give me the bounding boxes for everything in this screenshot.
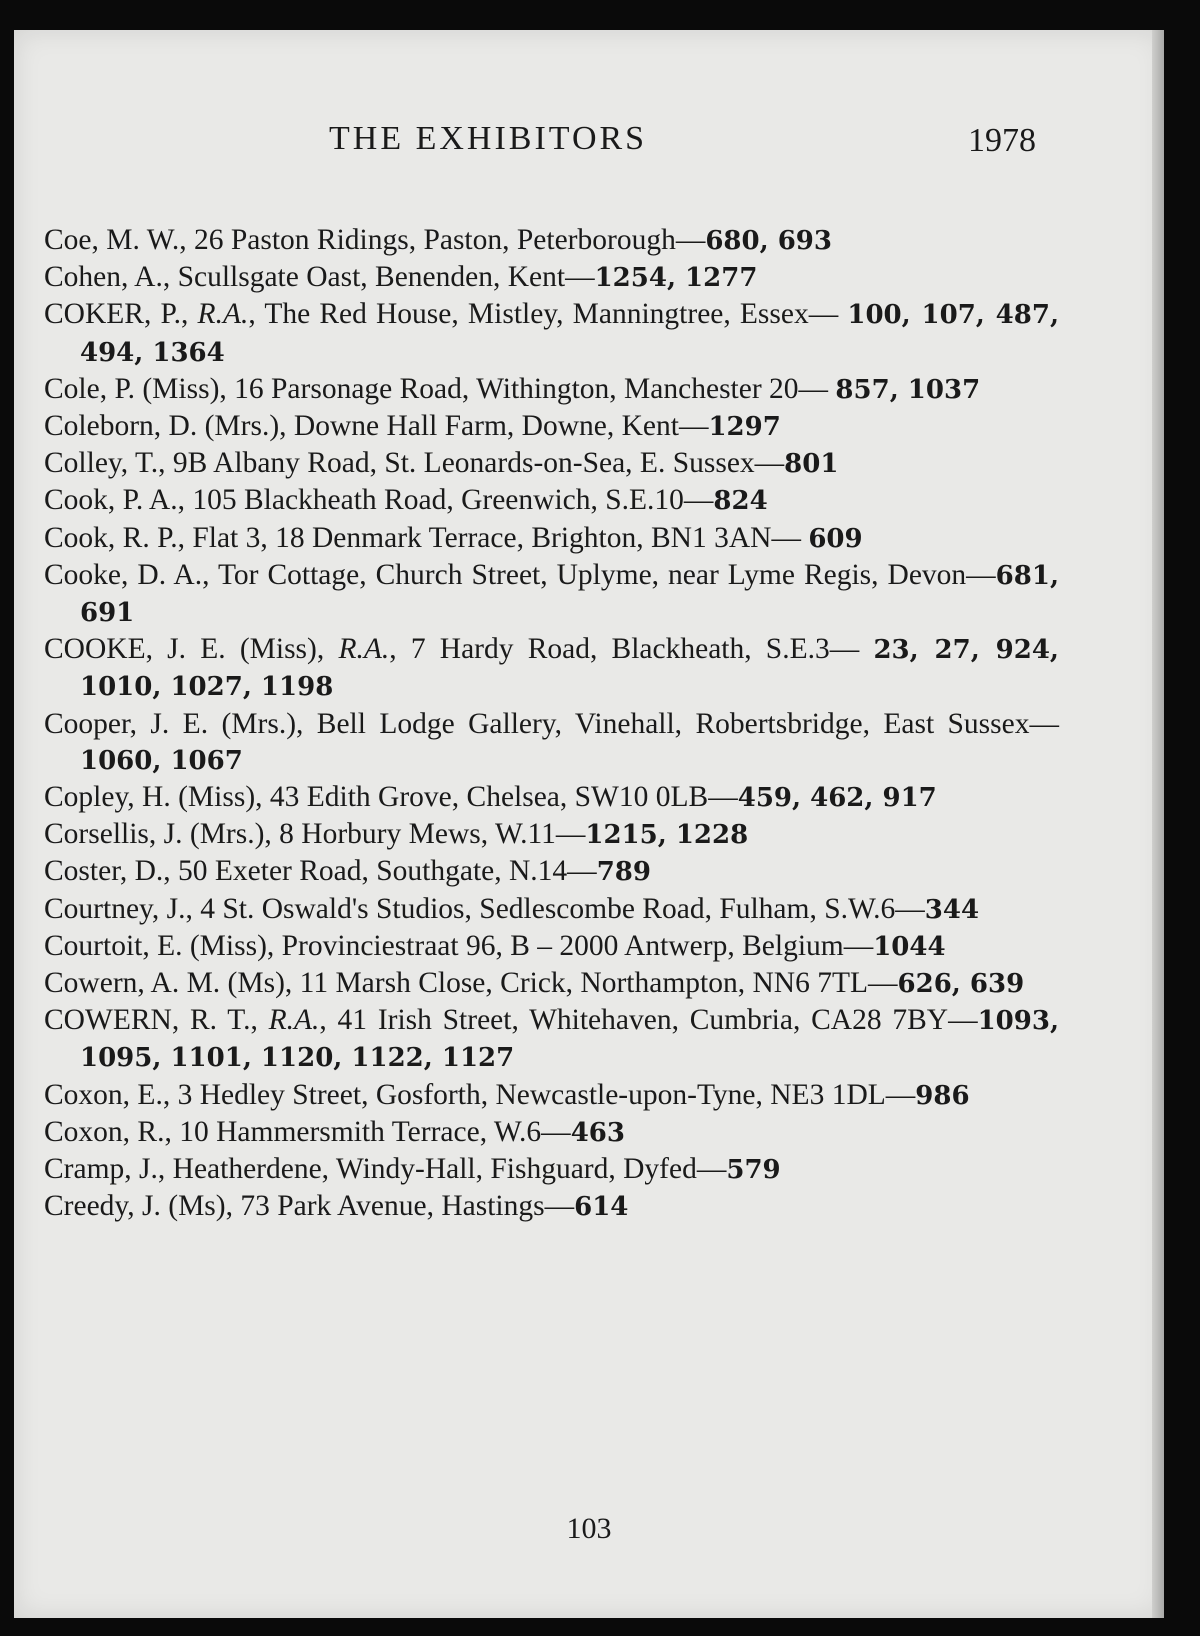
- exhibit-numbers: 100, 107, 487, 494, 1364: [80, 300, 1059, 368]
- entry-text: Cohen, A., Scullsgate Oast, Benenden, Kent—: [44, 261, 595, 294]
- exhibit-numbers: 1093, 1095, 1101, 1120, 1122, 1127: [80, 1006, 1059, 1074]
- book-page: [14, 30, 1164, 1618]
- list-item: [44, 259, 1059, 296]
- running-head-year: 1978: [968, 122, 1036, 159]
- exhibit-numbers: 986: [915, 1080, 970, 1111]
- exhibit-numbers: 344: [924, 894, 980, 925]
- ra-designation: R.A.: [197, 298, 249, 331]
- entry-text: Coxon, E., 3 Hedley Street, Gosforth, Newcastle-upon-Tyne, NE3 1DL—: [44, 1078, 916, 1111]
- entry-text: Cooke, D. A., Tor Cottage, Church Street, Uplyme, near Lyme Regis, Devon—: [44, 558, 996, 591]
- exhibit-numbers: 614: [574, 1192, 629, 1223]
- page-edge-shadow: [1152, 30, 1164, 1618]
- exhibit-numbers: 680, 693: [705, 226, 832, 256]
- exhibitor-list: [44, 222, 1059, 1225]
- exhibit-numbers: 459, 462, 917: [737, 783, 937, 814]
- list-item: [44, 1114, 1059, 1151]
- exhibit-numbers: 1060, 1067: [80, 745, 243, 776]
- entry-text: Cook, P. A., 105 Blackheath Road, Greenwich, S.E.10—: [44, 484, 714, 517]
- list-item: [44, 853, 1059, 890]
- entry-text: COKER, P.,: [44, 298, 198, 331]
- entry-text: Courtney, J., 4 St. Oswald's Studios, Sedlescombe Road, Fulham, S.W.6—: [44, 892, 925, 925]
- list-item: [44, 1151, 1059, 1188]
- list-item: [44, 965, 1059, 1002]
- entry-text: Copley, H. (Miss), 43 Edith Grove, Chelsea, SW10 0LB—: [44, 781, 738, 814]
- entry-text: Cooper, J. E. (Mrs.), Bell Lodge Gallery, Vinehall, Robertsbridge, East Sussex—: [44, 707, 1059, 740]
- entry-text: Cowern, A. M. (Ms), 11 Marsh Close, Crick, Northampton, NN6 7TL—: [44, 967, 898, 1000]
- list-item: [44, 779, 1059, 816]
- exhibit-numbers: 1044: [873, 931, 946, 962]
- entry-text: Courtoit, E. (Miss), Provinciestraat 96, B – 2000 Antwerp, Belgium—: [44, 929, 874, 962]
- list-item: [44, 482, 1059, 519]
- entry-text: Coleborn, D. (Mrs.), Downe Hall Farm, Downe, Kent—: [44, 410, 709, 443]
- list-item: [44, 816, 1059, 853]
- exhibit-numbers: 681, 691: [80, 560, 1059, 629]
- list-item: [44, 222, 1059, 259]
- list-item: [44, 557, 1059, 631]
- list-item: [44, 371, 1059, 408]
- entry-text: Colley, T., 9B Albany Road, St. Leonards-on-Sea, E. Sussex—: [44, 447, 785, 480]
- list-item: [44, 445, 1059, 482]
- list-item: [44, 631, 1059, 705]
- list-item: [44, 408, 1059, 445]
- running-head-title: THE EXHIBITORS: [329, 120, 648, 157]
- entry-text: Coe, M. W., 26 Paston Ridings, Paston, Peterborough—: [44, 224, 706, 256]
- page-number: 103: [566, 1512, 612, 1545]
- entry-text: COWERN, R. T.,: [44, 1004, 269, 1037]
- list-item: [44, 891, 1059, 928]
- exhibit-numbers: 789: [596, 857, 651, 888]
- entry-address: , The Red House, Mistley, Manningtree, Essex—: [248, 298, 848, 331]
- list-item: [44, 706, 1059, 779]
- entry-text: Cramp, J., Heatherdene, Windy-Hall, Fishguard, Dyfed—: [44, 1153, 727, 1186]
- exhibit-numbers: 463: [570, 1117, 625, 1148]
- entry-text: Coxon, R., 10 Hammersmith Terrace, W.6—: [44, 1115, 571, 1148]
- list-item: [44, 520, 1059, 557]
- exhibit-numbers: 626, 639: [897, 969, 1025, 1000]
- list-item: [44, 1188, 1059, 1225]
- entry-text: Corsellis, J. (Mrs.), 8 Horbury Mews, W.11—: [44, 818, 586, 851]
- running-head: [14, 120, 1164, 170]
- exhibit-numbers: 579: [726, 1155, 781, 1186]
- list-item: [44, 928, 1059, 965]
- ra-designation: R.A.: [268, 1004, 320, 1037]
- exhibit-numbers: 1254, 1277: [594, 263, 758, 294]
- entry-address: , 41 Irish Street, Whitehaven, Cumbria, CA28 7BY—: [319, 1004, 978, 1037]
- entry-text: Cook, R. P., Flat 3, 18 Denmark Terrace, Brighton, BN1 3AN—: [44, 521, 809, 554]
- exhibit-numbers: 609: [808, 523, 863, 554]
- exhibit-numbers: 1297: [708, 412, 781, 443]
- list-item: [44, 1002, 1059, 1076]
- entry-address: , 7 Hardy Road, Blackheath, S.E.3—: [389, 633, 874, 666]
- exhibit-numbers: 801: [784, 449, 839, 480]
- exhibit-numbers: 23, 27, 924, 1010, 1027, 1198: [80, 635, 1059, 703]
- entry-text: Coster, D., 50 Exeter Road, Southgate, N.14—: [44, 855, 597, 888]
- list-item: [44, 296, 1059, 370]
- entry-text: Cole, P. (Miss), 16 Parsonage Road, Withington, Manchester 20—: [44, 372, 836, 405]
- ra-designation: R.A.: [338, 633, 390, 666]
- exhibit-numbers: 824: [713, 486, 768, 517]
- exhibit-numbers: 1215, 1228: [585, 820, 749, 851]
- entry-text: COOKE, J. E. (Miss),: [44, 633, 339, 666]
- list-item: [44, 1077, 1059, 1114]
- entry-text: Creedy, J. (Ms), 73 Park Avenue, Hastings—: [44, 1190, 575, 1223]
- exhibit-numbers: 857, 1037: [835, 374, 981, 405]
